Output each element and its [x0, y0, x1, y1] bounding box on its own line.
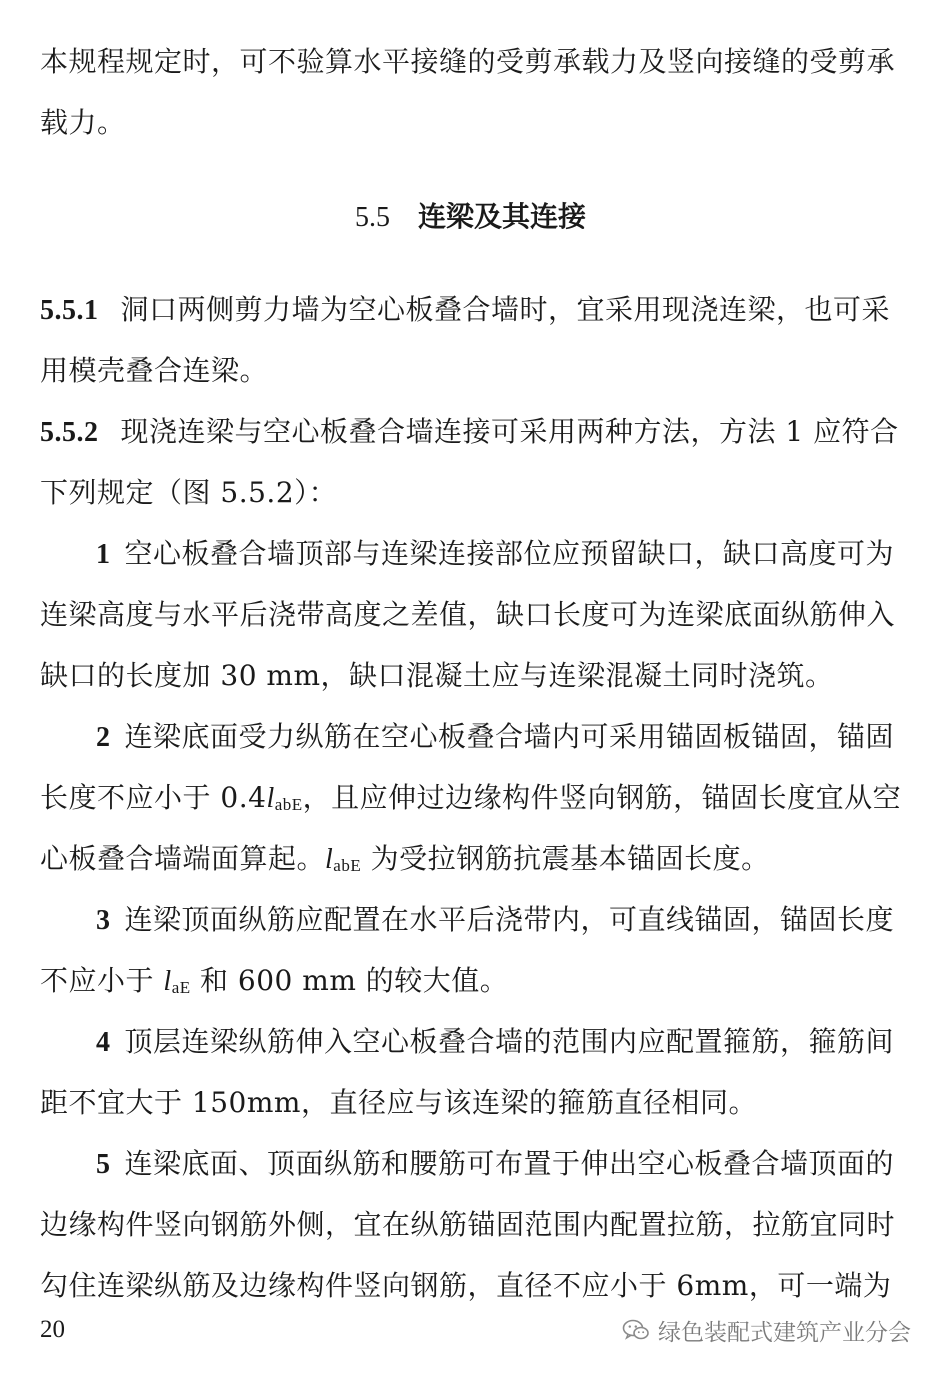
- item-text: 和 600 mm 的较大值。: [190, 964, 509, 997]
- section-title: 连梁及其连接: [417, 200, 586, 233]
- item-2-line-2: [40, 778, 900, 825]
- item-3-line-1: [96, 900, 900, 941]
- item-4-line-1: [96, 1022, 900, 1063]
- item-1-line-2: 连梁高度与水平后浇带高度之差值，缺口长度可为连梁底面纵筋伸入: [40, 598, 896, 631]
- clause-5-5-2-line-2: 下列规定（图 5.5.2）：: [40, 476, 338, 509]
- item-5-line-1: [96, 1144, 900, 1185]
- clause-text: 现浇连梁与空心板叠合墙连接可采用两种方法，方法 1 应符合: [120, 415, 899, 448]
- clause-5-5-1-line-2: 用模壳叠合连梁。: [40, 354, 269, 387]
- item-5-line-2: 边缘构件竖向钢筋外侧，宜在纵筋锚固范围内配置拉筋，拉筋宜同时: [40, 1208, 896, 1241]
- item-4-line-2: 距不宜大于 150mm，直径应与该连梁的箍筋直径相同。: [40, 1086, 757, 1119]
- item-text: ，且应伸过边缘构件竖向钢筋，锚固长度宜从空: [302, 781, 902, 814]
- section-heading: [0, 197, 941, 238]
- item-2-line-1: [96, 717, 900, 758]
- item-number: 1: [96, 539, 111, 570]
- item-number: 3: [96, 905, 111, 936]
- item-number: 5: [96, 1149, 111, 1180]
- item-3-line-2: [40, 961, 900, 1008]
- intro-line-1: 本规程规定时，可不验算水平接缝的受剪承载力及竖向接缝的受剪承: [40, 45, 896, 78]
- item-text: 连梁底面、顶面纵筋和腰筋可布置于伸出空心板叠合墙顶面的: [124, 1147, 895, 1180]
- symbol-l: l: [266, 783, 275, 814]
- watermark: [622, 1313, 911, 1347]
- item-text: 顶层连梁纵筋伸入空心板叠合墙的范围内应配置箍筋，箍筋间: [124, 1025, 895, 1058]
- item-text: 连梁顶面纵筋应配置在水平后浇带内，可直线锚固，锚固长度: [124, 903, 895, 936]
- symbol-subscript: abE: [333, 856, 362, 875]
- intro-line-2: 载力。: [40, 106, 126, 139]
- item-5-line-3: 勾住连梁纵筋及边缘构件竖向钢筋，直径不应小于 6mm，可一端为: [40, 1269, 892, 1302]
- item-2-line-3: [40, 839, 900, 886]
- clause-text: 洞口两侧剪力墙为空心板叠合墙时，宜采用现浇连梁，也可采: [120, 293, 891, 326]
- clause-5-5-2-line-1: [40, 412, 900, 453]
- item-text: 空心板叠合墙顶部与连梁连接部位应预留缺口，缺口高度可为: [124, 537, 895, 570]
- item-text: 长度不应小于 0.4: [40, 781, 267, 814]
- item-text: 为受拉钢筋抗震基本锚固长度。: [361, 842, 770, 875]
- item-1-line-1: [96, 534, 900, 575]
- page-number: 20: [40, 1316, 65, 1343]
- symbol-subscript: abE: [274, 795, 303, 814]
- item-text: 心板叠合墙端面算起。: [40, 842, 326, 875]
- clause-number: 5.5.2: [40, 417, 99, 448]
- symbol-l: l: [163, 966, 172, 997]
- clause-number: 5.5.1: [40, 295, 99, 326]
- symbol-subscript: aE: [171, 978, 191, 997]
- clause-5-5-1-line-1: [40, 290, 900, 331]
- section-number: 5.5: [354, 202, 390, 233]
- symbol-l: l: [325, 844, 334, 875]
- item-text: 不应小于: [40, 964, 164, 997]
- item-1-line-3: 缺口的长度加 30 mm，缺口混凝土应与连梁混凝土同时浇筑。: [40, 659, 834, 692]
- item-number: 4: [96, 1027, 111, 1058]
- item-number: 2: [96, 722, 111, 753]
- wechat-icon: [622, 1318, 650, 1342]
- watermark-text: 绿色装配式建筑产业分会: [658, 1319, 911, 1346]
- item-text: 连梁底面受力纵筋在空心板叠合墙内可采用锚固板锚固，锚固: [124, 720, 895, 753]
